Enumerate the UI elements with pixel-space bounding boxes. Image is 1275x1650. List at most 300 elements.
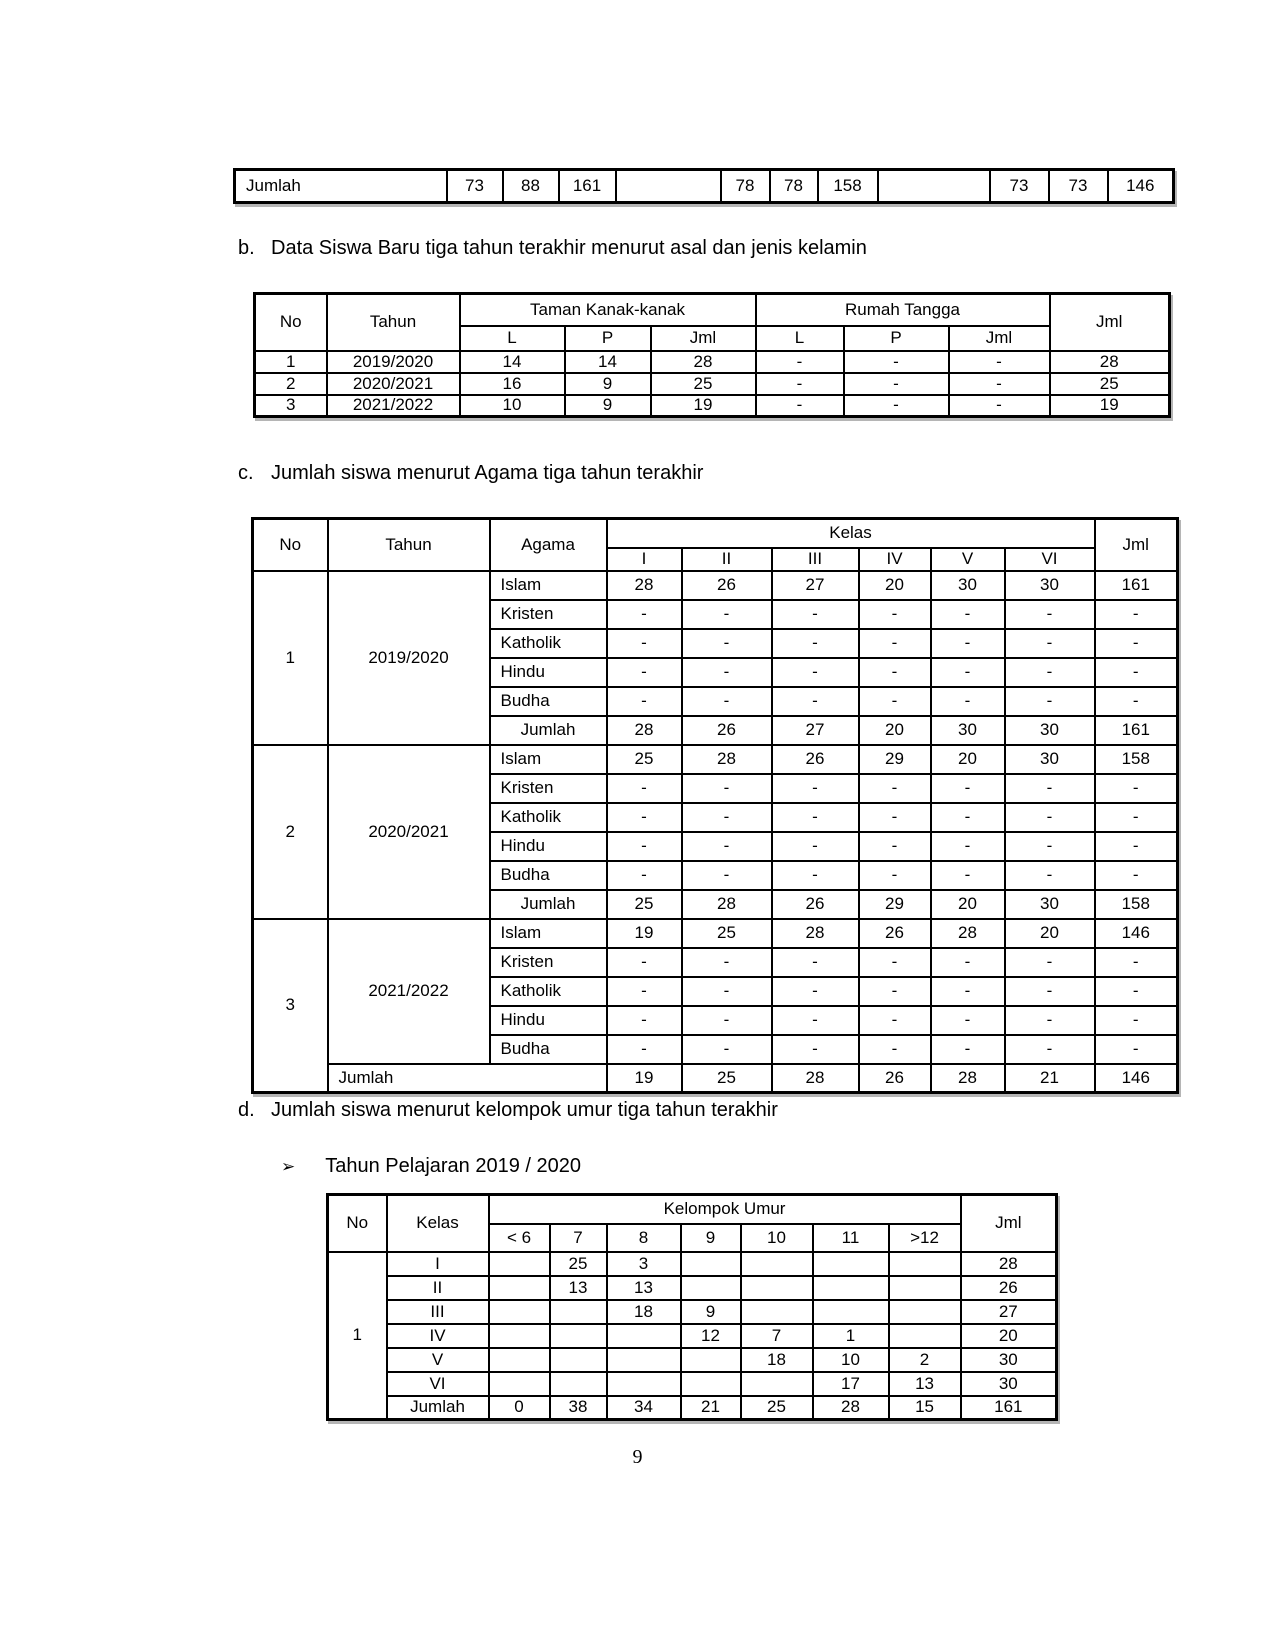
cell: 2 [255,373,327,395]
col-header: 10 [741,1224,813,1252]
cell: 18 [741,1348,813,1372]
table-row [328,1372,1057,1396]
cell: - [931,774,1005,803]
table-row [255,373,1170,395]
cell: 20 [859,571,931,600]
cell [489,1300,550,1324]
cell: - [949,395,1050,417]
cell: 30 [961,1348,1057,1372]
cell [607,1372,681,1396]
cell: 14 [565,351,651,373]
col-header: 11 [813,1224,889,1252]
cell: 161 [559,170,616,203]
row-label: Hindu [490,832,607,861]
row-label: I [387,1252,489,1276]
cell: - [607,832,682,861]
cell: 27 [961,1300,1057,1324]
row-label: Hindu [490,1006,607,1035]
cell [741,1372,813,1396]
cell: 28 [1050,351,1170,373]
cell: 15 [889,1396,961,1420]
cell: - [859,977,931,1006]
cell: 7 [741,1324,813,1348]
cell: 30 [1005,716,1095,745]
table-row [235,170,1174,203]
cell: - [607,803,682,832]
cell: - [682,774,772,803]
cell: 29 [859,745,931,774]
cell: 13 [889,1372,961,1396]
cell: 26 [859,1064,931,1093]
col-header: 7 [550,1224,607,1252]
col-header: I [607,548,682,571]
section-c-heading [238,461,703,486]
cell [550,1372,607,1396]
cell [681,1276,741,1300]
cell: - [859,658,931,687]
cell: - [682,687,772,716]
cell: 26 [859,919,931,948]
col-header: Jml [1095,519,1178,571]
cell: 30 [931,571,1005,600]
cell: 25 [741,1396,813,1420]
table-footer-row [253,1064,1178,1093]
col-header: >12 [889,1224,961,1252]
section-label: d. [238,1099,255,1121]
cell: - [772,1035,859,1064]
cell: 28 [931,1064,1005,1093]
cell: - [931,861,1005,890]
cell: - [682,861,772,890]
cell: 20 [859,716,931,745]
row-label: Katholik [490,629,607,658]
cell: 28 [813,1396,889,1420]
cell: 28 [772,919,859,948]
cell: 28 [607,716,682,745]
table-footer-row [328,1396,1057,1420]
cell [681,1252,741,1276]
cell: 19 [607,919,682,948]
cell: 26 [682,571,772,600]
table-row [255,351,1170,373]
cell: 12 [681,1324,741,1348]
cell: - [859,861,931,890]
cell: - [931,1035,1005,1064]
row-label: Islam [490,745,607,774]
cell: 0 [489,1396,550,1420]
cell: - [607,1035,682,1064]
row-label: Jumlah [490,716,607,745]
cell: - [682,977,772,1006]
col-header: Jml [961,1195,1057,1252]
col-header: No [253,519,328,571]
cell: 30 [961,1372,1057,1396]
cell: 146 [1095,1064,1178,1093]
cell: - [1005,977,1095,1006]
cell: - [844,351,949,373]
cell: 20 [961,1324,1057,1348]
table-header-row [253,519,1178,548]
cell [889,1324,961,1348]
cell: - [756,395,844,417]
cell: 21 [1005,1064,1095,1093]
cell: 19 [651,395,756,417]
row-label: Hindu [490,658,607,687]
cell: 10 [813,1348,889,1372]
jumlah-total-row-table [233,168,1175,204]
cell: 158 [1095,890,1178,919]
col-header: Kelas [607,519,1095,548]
cell [607,1324,681,1348]
cell: - [756,373,844,395]
bullet-line [281,1154,581,1179]
cell: - [1095,658,1178,687]
cell: 2021/2022 [328,919,490,1064]
cell: - [772,600,859,629]
cell [550,1300,607,1324]
cell: 27 [772,571,859,600]
cell [489,1372,550,1396]
cell: - [772,629,859,658]
cell: - [1005,600,1095,629]
cell: 13 [550,1276,607,1300]
row-label: Jumlah [235,170,447,203]
cell: - [844,395,949,417]
cell: - [859,600,931,629]
cell: 14 [460,351,565,373]
cell: - [931,658,1005,687]
cell: - [844,373,949,395]
cell [681,1348,741,1372]
cell: - [859,948,931,977]
cell: 88 [503,170,559,203]
cell: 30 [1005,890,1095,919]
table-row [328,1276,1057,1300]
cell: - [1095,977,1178,1006]
cell: 2020/2021 [328,745,490,919]
cell: - [931,803,1005,832]
cell: - [949,373,1050,395]
cell: - [859,1035,931,1064]
section-title: Jumlah siswa menurut kelompok umur tiga tahun terakhir [271,1099,778,1121]
table-row [328,1324,1057,1348]
cell: - [859,774,931,803]
cell: 3 [255,395,327,417]
col-header: IV [859,548,931,571]
col-header: II [682,548,772,571]
section-label: b. [238,237,255,259]
cell: 28 [682,745,772,774]
cell: 26 [961,1276,1057,1300]
cell: 30 [1005,745,1095,774]
cell [813,1276,889,1300]
row-label: Jumlah [490,890,607,919]
cell: 2019/2020 [328,571,490,745]
cell [741,1300,813,1324]
cell [741,1252,813,1276]
cell: - [607,600,682,629]
cell: 25 [1050,373,1170,395]
cell: 19 [1050,395,1170,417]
cell: - [859,687,931,716]
cell: 21 [681,1396,741,1420]
row-label: Kristen [490,948,607,977]
table-row [328,1300,1057,1324]
cell: 73 [447,170,503,203]
cell [878,170,990,203]
cell: - [1095,687,1178,716]
cell: 78 [770,170,818,203]
row-label: VI [387,1372,489,1396]
cell: 146 [1095,919,1178,948]
cell: - [1005,1035,1095,1064]
cell: - [1095,629,1178,658]
cell: - [682,658,772,687]
cell: 19 [607,1064,682,1093]
cell [813,1300,889,1324]
cell: - [1005,774,1095,803]
kelompok-umur-table [326,1193,1058,1421]
cell: 28 [961,1252,1057,1276]
cell: 1 [813,1324,889,1348]
cell: - [1095,948,1178,977]
cell: 161 [1095,716,1178,745]
col-header: No [328,1195,387,1252]
cell: - [682,948,772,977]
col-header: L [460,326,565,351]
cell: - [1095,600,1178,629]
cell: 28 [651,351,756,373]
cell: 161 [1095,571,1178,600]
table-row [255,395,1170,417]
cell: - [859,1006,931,1035]
cell: 26 [772,745,859,774]
table-row [253,919,1178,948]
cell: 25 [607,890,682,919]
cell: - [1005,629,1095,658]
cell [607,1348,681,1372]
col-header: L [756,326,844,351]
col-header: Tahun [327,294,460,351]
row-label: V [387,1348,489,1372]
cell [616,170,721,203]
col-header: < 6 [489,1224,550,1252]
section-d-heading [238,1098,778,1123]
col-header: No [255,294,327,351]
table-header-row [328,1195,1057,1224]
cell: 13 [607,1276,681,1300]
cell [489,1348,550,1372]
cell: - [607,861,682,890]
cell: 9 [565,395,651,417]
table-row [328,1348,1057,1372]
cell [813,1252,889,1276]
cell: 38 [550,1396,607,1420]
col-header: Jml [651,326,756,351]
col-header: Jml [949,326,1050,351]
cell: - [1005,948,1095,977]
col-header: V [931,548,1005,571]
row-label: Katholik [490,803,607,832]
col-header: III [772,548,859,571]
cell: - [607,977,682,1006]
cell: - [859,629,931,658]
cell: - [1095,1006,1178,1035]
col-header: Agama [490,519,607,571]
cell: - [682,1006,772,1035]
table-header-row [255,294,1170,326]
cell: - [772,832,859,861]
cell: - [772,658,859,687]
cell: 1 [255,351,327,373]
cell [889,1252,961,1276]
cell: - [949,351,1050,373]
cell: 30 [931,716,1005,745]
cell: - [682,803,772,832]
section-title: Jumlah siswa menurut Agama tiga tahun terakhir [271,462,704,484]
cell: - [756,351,844,373]
row-label: Jumlah [328,1064,607,1093]
cell: 161 [961,1396,1057,1420]
cell: 16 [460,373,565,395]
cell: 2021/2022 [327,395,460,417]
cell: 30 [1005,571,1095,600]
cell: 3 [253,919,328,1093]
cell: - [1005,658,1095,687]
row-label: Kristen [490,600,607,629]
cell: 158 [1095,745,1178,774]
cell: 2 [253,745,328,919]
cell: 25 [682,1064,772,1093]
cell: - [607,629,682,658]
cell: - [772,861,859,890]
cell: - [1095,861,1178,890]
cell: 9 [681,1300,741,1324]
cell: 78 [721,170,770,203]
cell: - [607,948,682,977]
table-row [328,1252,1057,1276]
cell [550,1348,607,1372]
col-header: VI [1005,548,1095,571]
page-number: 9 [632,1446,643,1468]
row-label: Budha [490,687,607,716]
cell: 28 [607,571,682,600]
cell: - [682,1035,772,1064]
cell: 28 [931,919,1005,948]
cell: 28 [682,890,772,919]
col-header: Kelompok Umur [489,1195,961,1224]
col-header: Tahun [328,519,490,571]
cell [741,1276,813,1300]
cell [889,1300,961,1324]
cell: - [1095,774,1178,803]
cell: 25 [550,1252,607,1276]
cell: 18 [607,1300,681,1324]
cell: - [682,600,772,629]
cell: - [931,1006,1005,1035]
cell: 146 [1108,170,1174,203]
cell: - [772,977,859,1006]
arrow-bullet-icon: ➢ [281,1157,296,1176]
col-header: 8 [607,1224,681,1252]
cell: 27 [772,716,859,745]
row-label: Islam [490,571,607,600]
cell: - [1005,687,1095,716]
cell: 25 [607,745,682,774]
section-label: c. [238,462,254,484]
siswa-agama-table [251,517,1179,1094]
cell: - [931,832,1005,861]
cell: - [1005,861,1095,890]
row-label: Kristen [490,774,607,803]
cell: - [1005,832,1095,861]
table-row [253,745,1178,774]
cell: 17 [813,1372,889,1396]
row-label: Jumlah [387,1396,489,1420]
cell: - [607,1006,682,1035]
cell: 9 [565,373,651,395]
cell [550,1324,607,1348]
cell: 158 [818,170,878,203]
cell: - [931,977,1005,1006]
cell: - [682,629,772,658]
cell: - [772,803,859,832]
cell: - [607,774,682,803]
cell: 20 [1005,919,1095,948]
siswa-baru-table [253,292,1171,418]
cell: - [607,687,682,716]
col-header: P [565,326,651,351]
cell: 26 [682,716,772,745]
cell: 73 [990,170,1049,203]
cell: - [772,948,859,977]
cell: - [1095,832,1178,861]
row-label: Islam [490,919,607,948]
cell: 34 [607,1396,681,1420]
cell: - [1095,1035,1178,1064]
cell: - [607,658,682,687]
cell: - [1005,803,1095,832]
cell: 26 [772,890,859,919]
col-header: Jml [1050,294,1170,351]
cell: 20 [931,745,1005,774]
cell [489,1276,550,1300]
cell [489,1324,550,1348]
cell: 73 [1049,170,1108,203]
cell [489,1252,550,1276]
cell: 25 [682,919,772,948]
row-label: IV [387,1324,489,1348]
cell [681,1372,741,1396]
cell: - [772,1006,859,1035]
section-title: Data Siswa Baru tiga tahun terakhir menurut asal dan jenis kelamin [271,237,867,259]
cell: 25 [651,373,756,395]
bullet-text: Tahun Pelajaran 2019 / 2020 [325,1155,582,1177]
cell: 10 [460,395,565,417]
row-label: Budha [490,861,607,890]
col-header: Kelas [387,1195,489,1252]
cell: 29 [859,890,931,919]
cell: - [931,948,1005,977]
cell: - [931,687,1005,716]
cell: 3 [607,1252,681,1276]
cell: - [1095,803,1178,832]
cell: - [859,832,931,861]
cell: - [931,600,1005,629]
col-header: 9 [681,1224,741,1252]
cell: 1 [328,1252,387,1420]
cell: 2020/2021 [327,373,460,395]
